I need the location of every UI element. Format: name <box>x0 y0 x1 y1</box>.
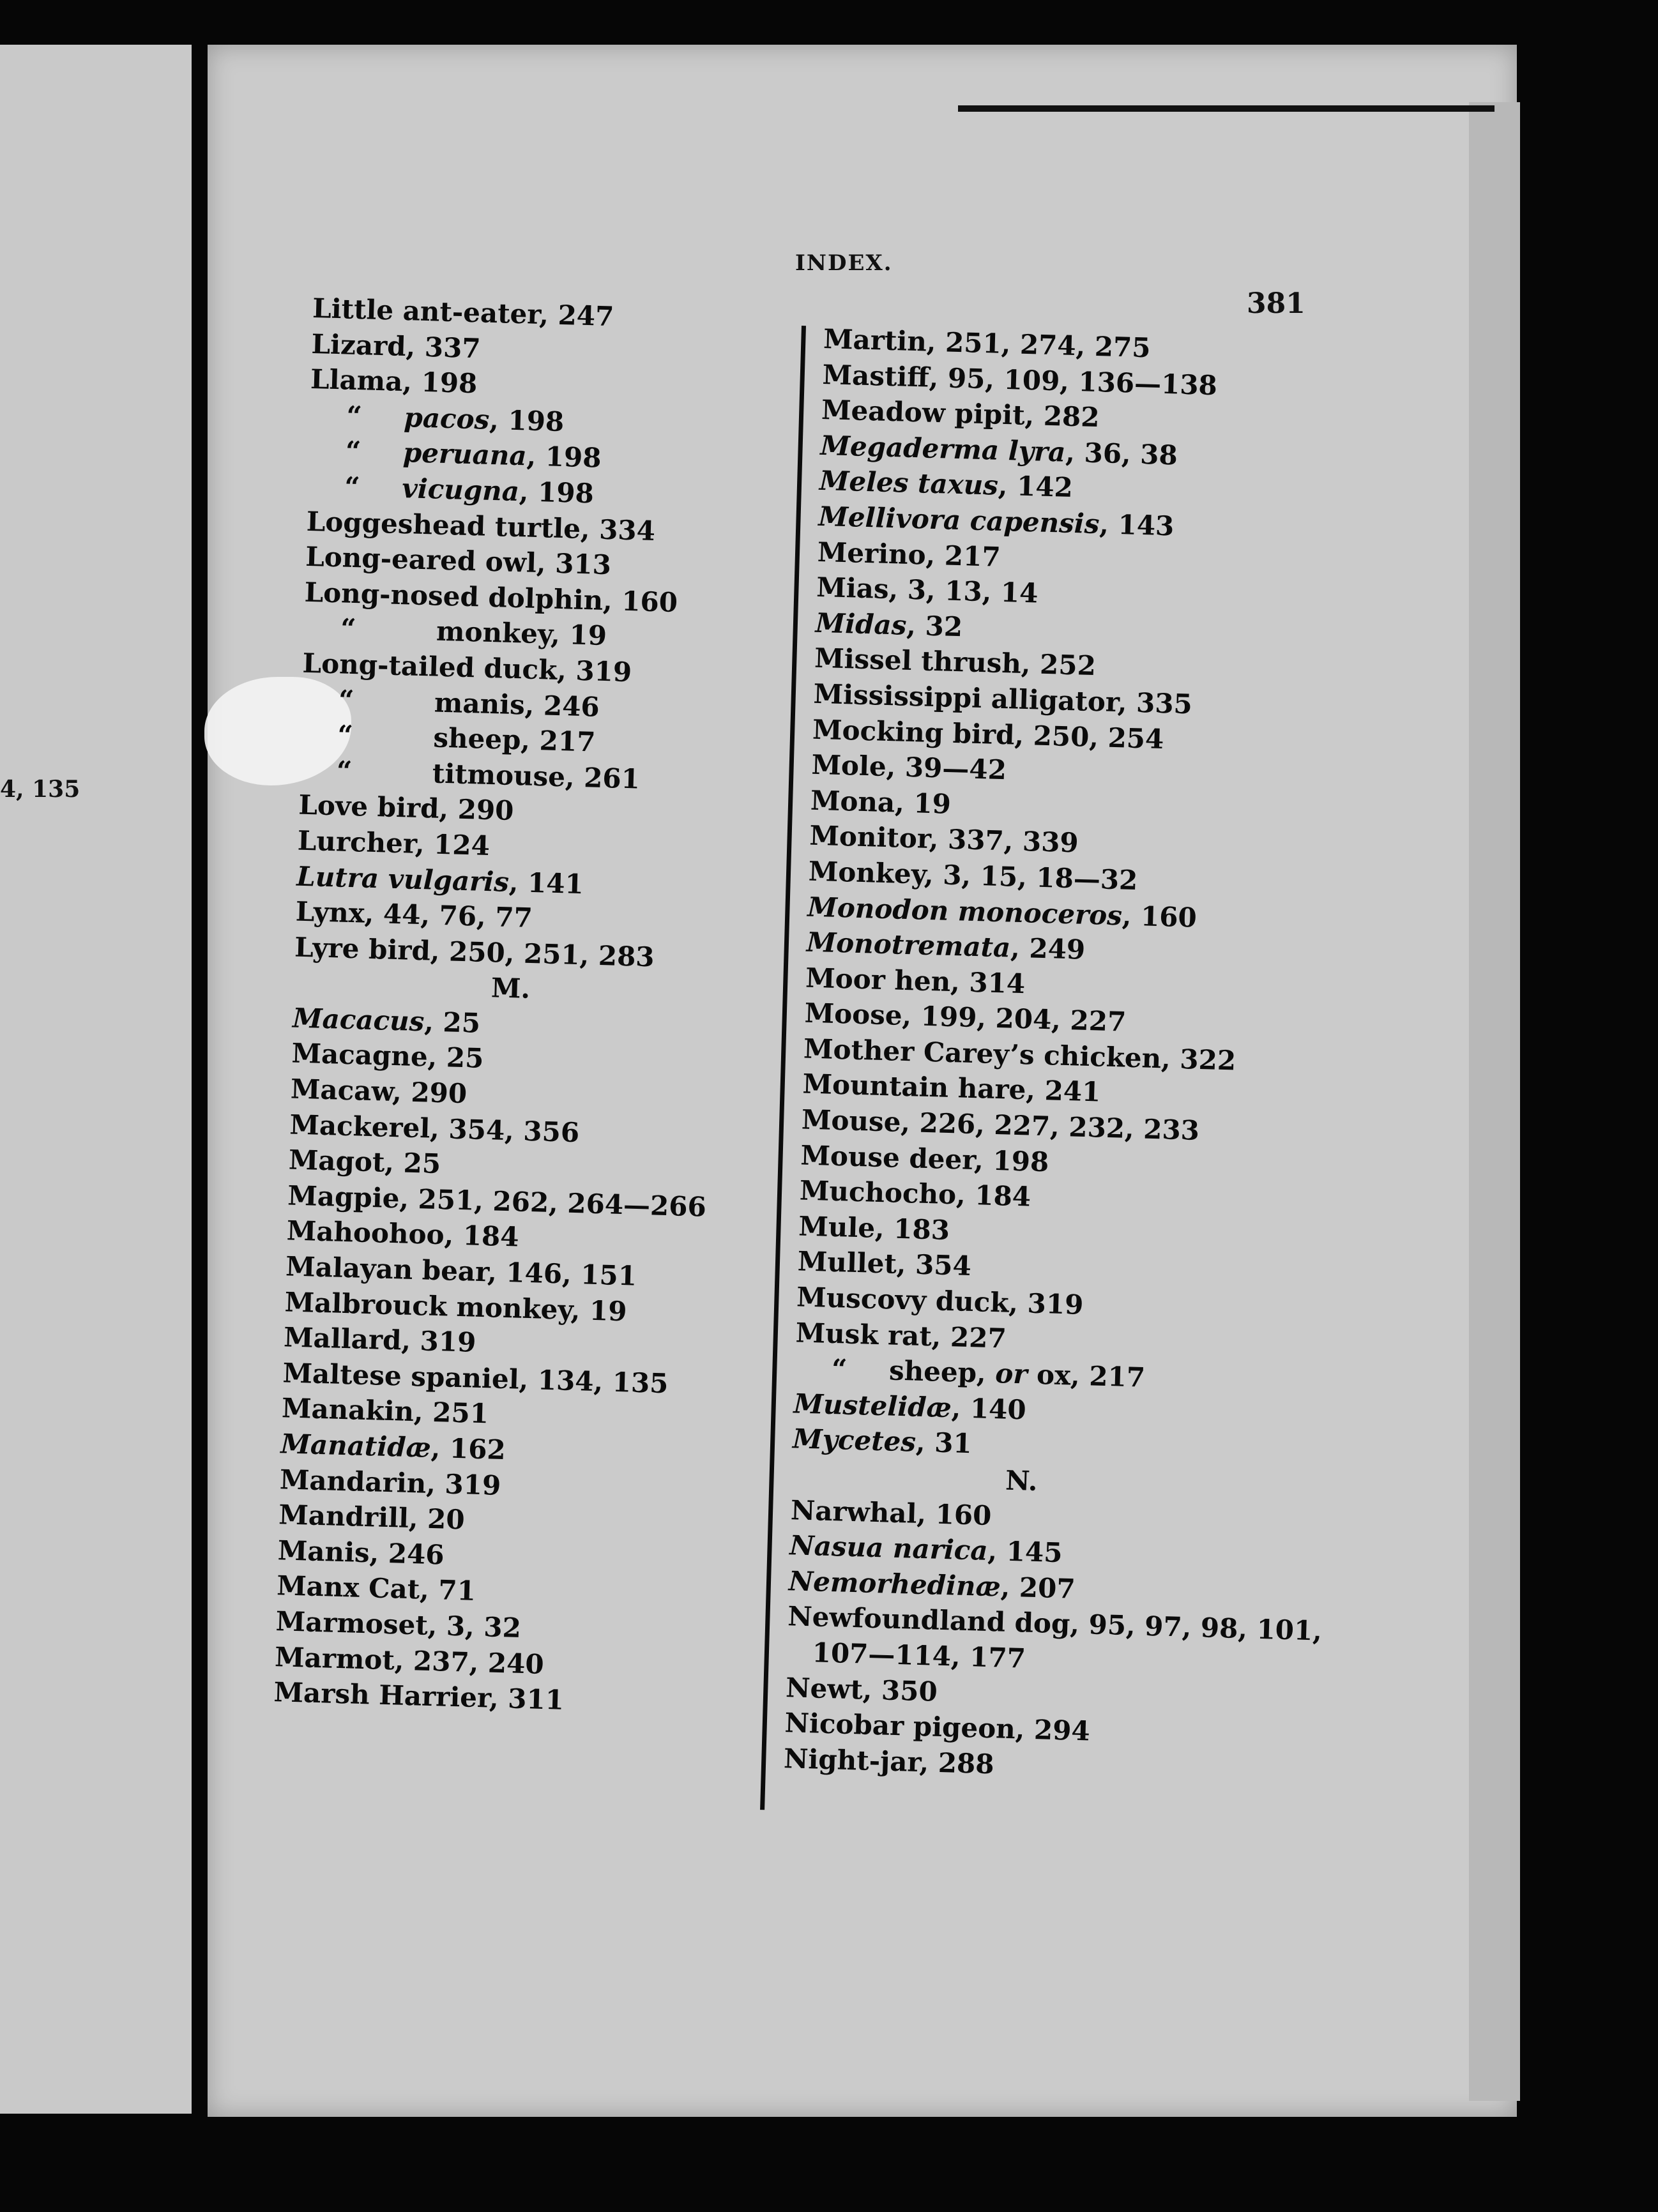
index-entry: Moor hen, 314 <box>805 962 1026 999</box>
index-entry: Marmoset, 3, 32 <box>275 1605 522 1644</box>
entry-term: Mellivora capensis <box>818 500 1100 540</box>
running-head: INDEX. <box>795 250 893 276</box>
index-entry: Malayan bear, 146, 151 <box>285 1250 637 1292</box>
ditto-mark: “ <box>831 1353 848 1385</box>
index-entry: Lyre bird, 250, 251, 283 <box>294 931 655 973</box>
entry-pages: , 143 <box>1099 508 1175 542</box>
entry-term: Macacus <box>292 1002 425 1038</box>
entry-term: Midas <box>815 607 908 641</box>
index-entry: Newt, 350 <box>785 1671 938 1708</box>
entry-term: Meles taxus <box>819 465 999 502</box>
index-entry: Mullet, 354 <box>797 1245 972 1282</box>
index-entry: Merino, 217 <box>817 536 1001 573</box>
index-entry: Loggeshead turtle, 334 <box>306 505 656 547</box>
index-entry: Mastiff, 95, 109, 136—138 <box>821 358 1218 401</box>
index-entry: Missel thrush, 252 <box>814 642 1097 682</box>
ditto-mark: “ <box>344 471 361 503</box>
index-entry: Macagne, 25 <box>291 1038 485 1075</box>
entry-term: Nemorhedinæ <box>788 1565 1001 1603</box>
index-entry: Manakin, 251 <box>281 1392 489 1430</box>
entry-pages: , 145 <box>987 1535 1063 1569</box>
index-entry: Nicobar pigeon, 294 <box>784 1707 1091 1747</box>
index-entry: Musk rat, 227 <box>795 1317 1007 1354</box>
entry-term: peruana <box>402 437 528 472</box>
page-edge-shadow <box>1469 102 1520 2101</box>
entry-pages: , 25 <box>423 1006 481 1039</box>
entry-term: pacos <box>403 401 490 436</box>
index-entry: Meadow pipit, 282 <box>821 394 1100 434</box>
ditto-mark: “ <box>340 612 357 645</box>
entry-pages: , 140 <box>951 1392 1027 1426</box>
index-entry: Mouse, 226, 227, 232, 233 <box>801 1103 1200 1146</box>
entry-pages: , 198 <box>519 476 595 510</box>
entry-term: monkey, 19 <box>436 615 607 652</box>
index-entry: Lurcher, 124 <box>297 824 491 861</box>
entry-pages: ox, 217 <box>1026 1358 1146 1393</box>
index-entry: Muchocho, 184 <box>799 1174 1031 1213</box>
facing-page-fragment: 4, 135 <box>0 776 80 803</box>
index-entry: Marmot, 237, 240 <box>274 1640 545 1680</box>
entry-term: titmouse, 261 <box>432 757 641 795</box>
index-entry: Lynx, 44, 76, 77 <box>295 895 533 934</box>
index-entry: Mocking bird, 250, 254 <box>812 713 1164 755</box>
index-entry: Little ant-eater, 247 <box>312 292 614 333</box>
header-rule <box>958 105 1494 112</box>
index-entry: Mule, 183 <box>798 1210 950 1246</box>
entry-pages: , 141 <box>508 866 584 900</box>
entry-term: Mycetes <box>792 1423 916 1458</box>
index-entry: Night-jar, 288 <box>783 1742 995 1780</box>
entry-term: sheep, 217 <box>432 722 597 758</box>
index-entry: Martin, 251, 274, 275 <box>823 322 1152 364</box>
index-entry: Manx Cat, 71 <box>276 1570 476 1607</box>
entry-term: Megaderma lyra <box>819 429 1067 468</box>
index-entry: Mackerel, 354, 356 <box>289 1109 580 1148</box>
index-entry: Llama, 198 <box>310 363 478 400</box>
entry-term: sheep, <box>888 1354 996 1390</box>
index-entry: Mahoohoo, 184 <box>286 1215 520 1254</box>
index-entry: Love bird, 290 <box>298 789 515 827</box>
index-entry: Mouse deer, 198 <box>800 1139 1049 1178</box>
entry-pages: , 198 <box>526 440 602 474</box>
index-entry: Mississippi alligator, 335 <box>813 678 1193 720</box>
index-entry: Mona, 19 <box>810 784 952 820</box>
entry-pages: , 36, 38 <box>1065 436 1178 471</box>
section-letter: N. <box>1005 1464 1038 1497</box>
page-number: 381 <box>1247 287 1305 320</box>
entry-term: manis, 246 <box>434 686 600 723</box>
index-entry: Mallard, 319 <box>283 1321 477 1358</box>
index-entry: Magot, 25 <box>288 1144 441 1180</box>
entry-term: Monodon monoceros <box>807 891 1123 931</box>
entry-pages: , 198 <box>489 404 565 437</box>
ditto-mark: “ <box>338 683 354 716</box>
index-entry: Newfoundland dog, 95, 97, 98, 101, <box>787 1600 1323 1647</box>
index-entry-continuation: 107—114, 177 <box>812 1637 1026 1674</box>
index-column-right <box>783 321 1385 1792</box>
index-entry: Manis, 246 <box>277 1534 445 1571</box>
index-entry: Mandarin, 319 <box>279 1463 501 1501</box>
index-entry: Lizard, 337 <box>310 328 482 364</box>
entry-term: Lutra vulgaris <box>296 860 510 898</box>
entry-term: Manatidæ <box>280 1428 432 1464</box>
entry-term: vicugna <box>401 472 520 508</box>
index-entry: Mole, 39—42 <box>810 748 1007 786</box>
ditto-mark: “ <box>337 719 354 752</box>
entry-conjunction: or <box>994 1358 1028 1390</box>
index-entry: Monitor, 337, 339 <box>809 820 1079 859</box>
entry-pages: , 160 <box>1122 899 1198 934</box>
index-entry: Moose, 199, 204, 227 <box>804 997 1127 1038</box>
index-entry: Narwhal, 160 <box>790 1494 993 1531</box>
index-entry: Maltese spaniel, 134, 135 <box>282 1357 669 1400</box>
index-entry: Long-tailed duck, 319 <box>302 647 632 688</box>
index-entry: Long-eared owl, 313 <box>305 541 612 581</box>
entry-pages: , 249 <box>1010 932 1086 966</box>
index-column-left <box>273 291 837 1725</box>
entry-pages: , 162 <box>430 1432 506 1466</box>
entry-pages: , 207 <box>1000 1571 1076 1605</box>
index-entry: Marsh Harrier, 311 <box>273 1676 565 1716</box>
entry-pages: , 142 <box>998 470 1074 504</box>
section-letter: M. <box>491 972 531 1005</box>
entry-pages: , 32 <box>906 609 963 642</box>
index-entry: Long-nosed dolphin, 160 <box>304 576 678 618</box>
index-entry: Magpie, 251, 262, 264—266 <box>287 1179 707 1223</box>
index-entry: Muscovy duck, 319 <box>796 1281 1084 1321</box>
ditto-mark: “ <box>346 400 363 432</box>
entry-term: Monotremata <box>806 926 1011 964</box>
index-entry: Mother Carey’s chicken, 322 <box>803 1033 1236 1077</box>
index-entry: Macaw, 290 <box>290 1073 468 1110</box>
index-entry: Mandrill, 20 <box>278 1499 466 1536</box>
entry-term: Mustelidæ <box>793 1388 952 1424</box>
index-entry: Mias, 3, 13, 14 <box>816 572 1039 609</box>
facing-page-edge <box>0 45 192 2114</box>
index-entry: Mountain hare, 241 <box>802 1068 1101 1109</box>
ditto-mark: “ <box>336 755 353 787</box>
index-entry: Monkey, 3, 15, 18—32 <box>808 855 1138 896</box>
entry-pages: , 31 <box>915 1427 973 1460</box>
ditto-mark: “ <box>345 435 361 467</box>
entry-term: Nasua narica <box>789 1529 989 1567</box>
index-entry: Malbrouck monkey, 19 <box>284 1286 628 1327</box>
